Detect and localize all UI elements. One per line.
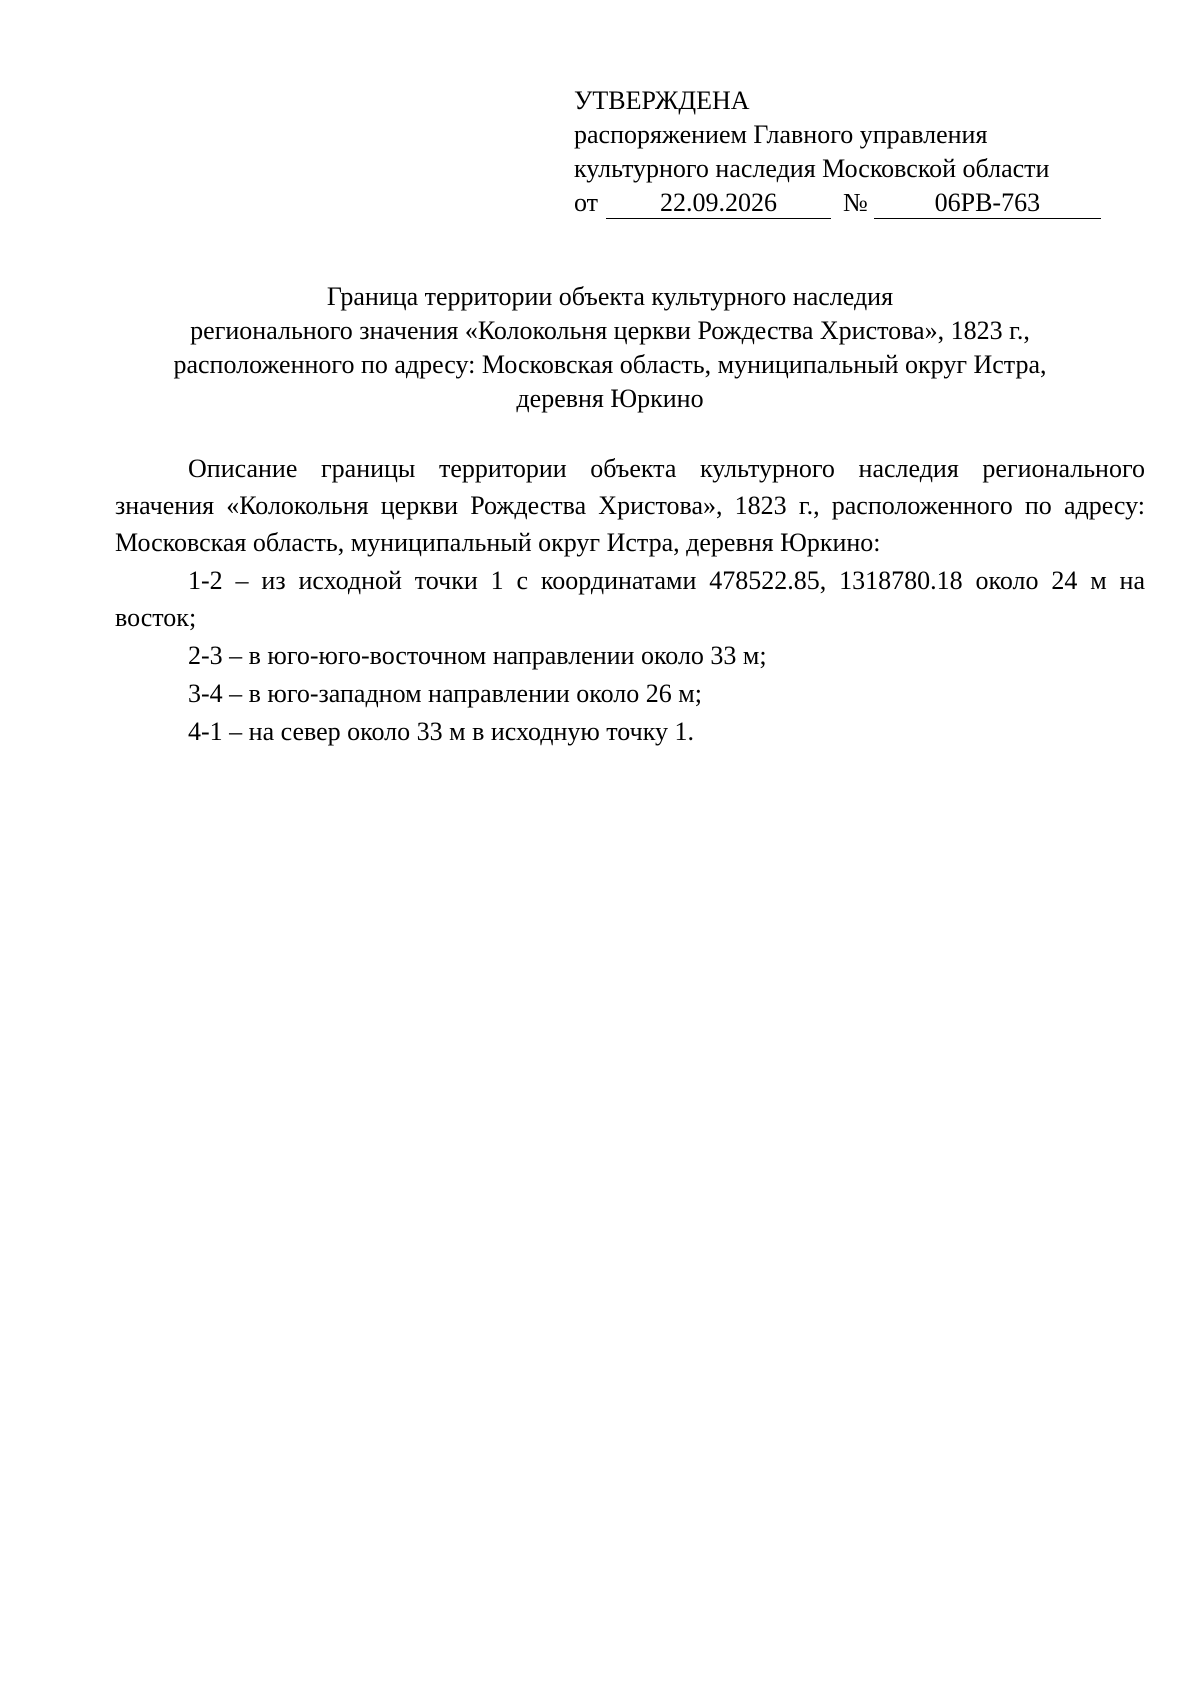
approval-date: 22.09.2026 bbox=[606, 188, 831, 219]
title-line-4: деревня Юркино bbox=[516, 384, 704, 413]
title-line-2: регионального значения «Колокольня церкви Рождества Христова», 1823 г., bbox=[190, 316, 1030, 345]
approval-stamp bbox=[574, 84, 1134, 220]
boundary-step: 4-1 – на север около 33 м в исходную точку 1. bbox=[188, 717, 694, 746]
boundary-step: 1-2 – из исходной точки 1 с координатами 478522.85, 1318780.18 около 24 м на восток; bbox=[115, 566, 1145, 632]
date-prefix: от bbox=[574, 188, 599, 217]
boundary-step: 2-3 – в юго-юго-восточном направлении около 33 м; bbox=[188, 641, 767, 670]
title-line-3: расположенного по адресу: Московская область, муниципальный округ Истра, bbox=[173, 350, 1047, 379]
approval-line-1: распоряжением Главного управления bbox=[574, 120, 988, 149]
document-body bbox=[115, 450, 1145, 750]
approval-reference bbox=[574, 186, 1134, 220]
document-title bbox=[110, 280, 1110, 416]
approval-heading: УТВЕРЖДЕНА bbox=[574, 86, 750, 115]
intro-paragraph: Описание границы территории объекта культурного наследия регионального значения «Колокольня церкви Рождества Христова», 1823 г., расположенного по адресу: Московская область, муниципальный округ Истра, деревня Юркино: bbox=[115, 454, 1145, 557]
approval-line-2: культурного наследия Московской области bbox=[574, 154, 1050, 183]
number-label: № bbox=[843, 188, 868, 217]
title-line-1: Граница территории объекта культурного наследия bbox=[326, 282, 894, 311]
boundary-step: 3-4 – в юго-западном направлении около 26 м; bbox=[188, 679, 702, 708]
approval-number: 06РВ-763 bbox=[874, 188, 1101, 219]
